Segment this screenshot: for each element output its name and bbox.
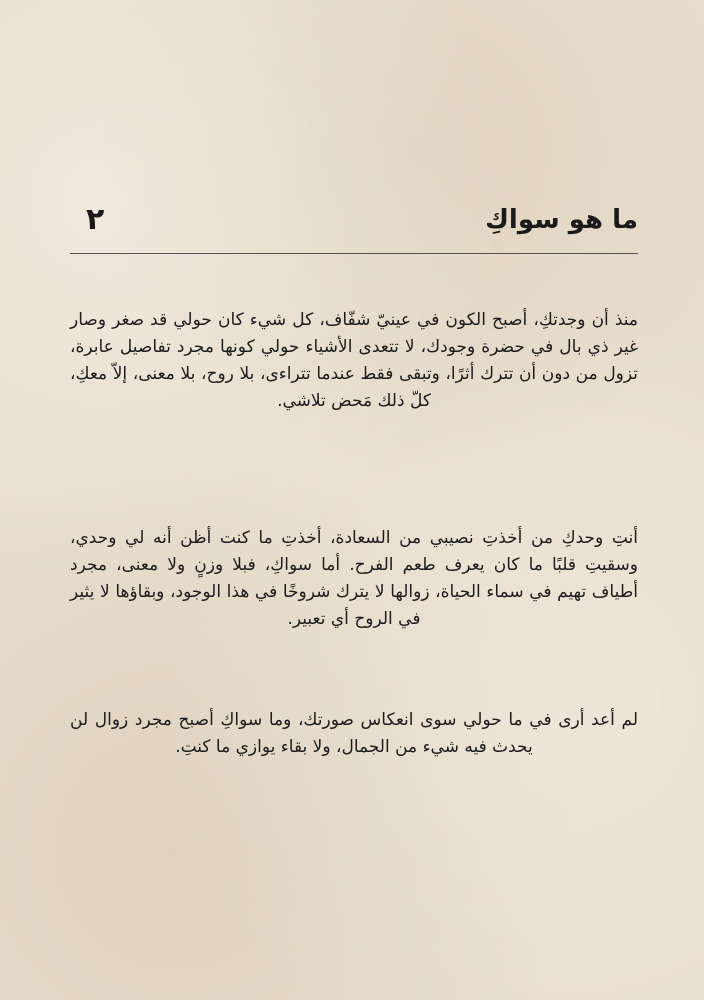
header-divider — [70, 253, 638, 254]
paragraph-2: أنتِ وحدكِ من أخذتِ نصيبي من السعادة، أخذتِ ما كنت أظن أنه لي وحدي، وسقيتِ قلبًا ما كان يعرف طعم الفرح. أما سواكِ، فبلا وزنٍ ولا معنى، مجرد أطياف تهيم في سماء الحياة، زوالها لا يترك شروخًا في هذا الوجود، وبقاؤها لا يثير في الروح أي تعبير. — [70, 528, 638, 629]
paragraph-1: منذ أن وجدتكِ، أصبح الكون في عينيّ شفّاف، كل شيء كان حولي قد صغر وصار غير ذي بال في حضرة وجودك، لا تتعدى الأشياء حولي كونها مجرد تفاصيل عابرة، تزول من دون أن تترك أثرًا، وتبقى فقط عندما تتراءى، بلا روح، بلا معنى، إلاّ معكِ، كلّ ذلك مَحض تلاشي. — [70, 310, 638, 411]
chapter-title: ما هو سواكِ — [485, 205, 638, 235]
chapter-header — [70, 200, 638, 250]
paragraph-3: لم أعد أرى في ما حولي سوى انعكاس صورتك، وما سواكِ أصبح مجرد زوال لن يحدث فيه شيء من الجمال، ولا بقاء يوازي ما كنتِ. — [70, 710, 638, 757]
page-number: ٢ — [86, 202, 105, 237]
